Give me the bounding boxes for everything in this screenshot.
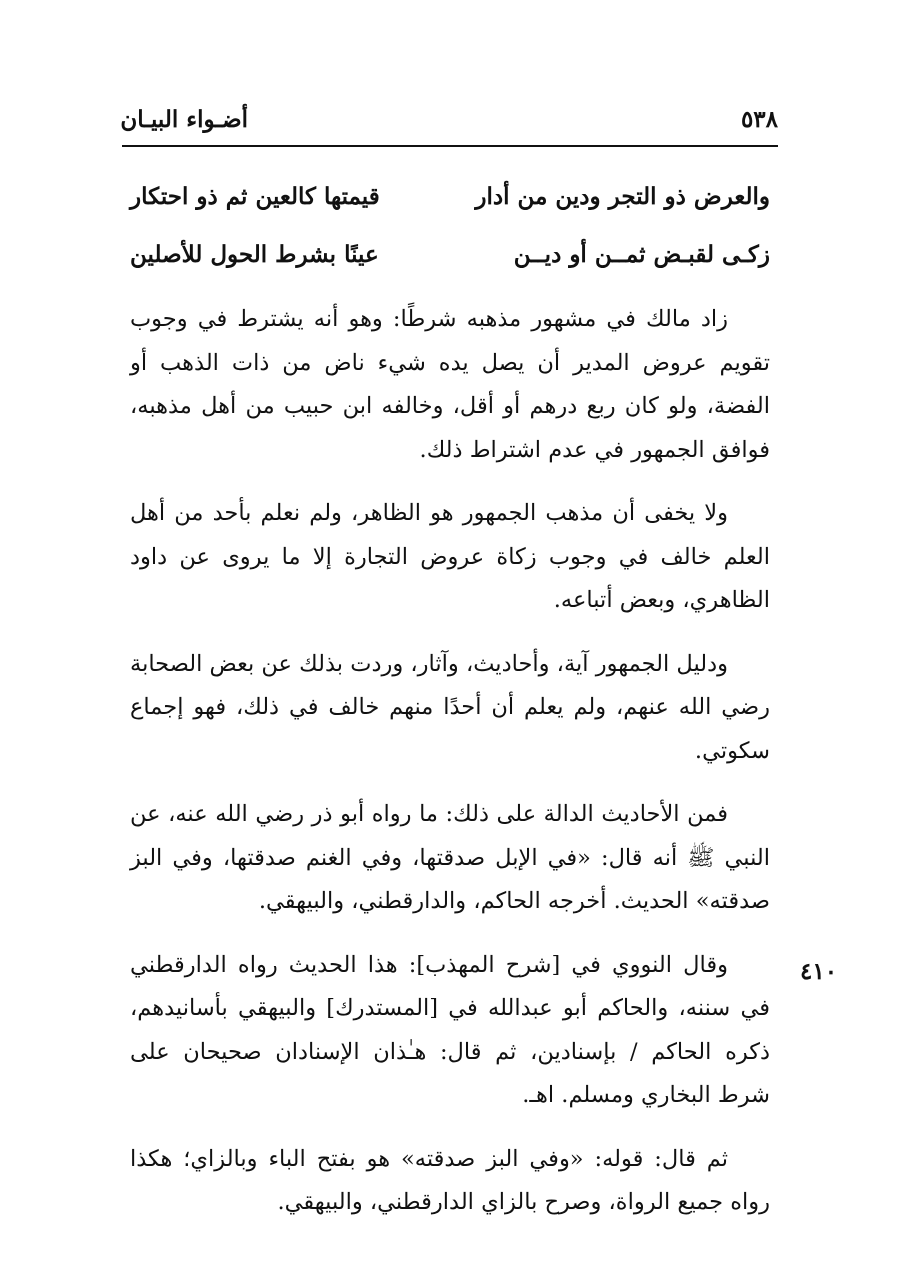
verse-hemistich-first: زكـى لقبـض ثمــن أو ديــن <box>513 241 770 268</box>
page-number: ٥٣٨ <box>740 106 778 133</box>
page-body <box>130 168 770 1225</box>
paragraph: ثم قال: قوله: «وفي البز صدقته» هو بفتح الباء وبالزاي؛ هكذا رواه جميع الرواة، وصرح بالزاي الدارقطني، والبيهقي. <box>130 1145 770 1215</box>
page-header <box>122 98 778 144</box>
paragraph: ولا يخفى أن مذهب الجمهور هو الظاهر، ولم نعلم بأحد من أهل العلم خالف في وجوب زكاة عروض التجارة إلا ما يروى عن داود الظاهري، وبعض أتباعه. <box>130 500 770 613</box>
margin-page-reference: ٤١٠ <box>800 958 838 985</box>
paragraph: وقال النووي في [شرح المهذب]: هذا الحديث رواه الدارقطني في سننه، والحاكم أبو عبدالله في [المستدرك] والبيهقي بأسانيدهم، ذكره الحاكم / بإسنادين، ثم قال: هـٰذان الإسنادان صحيحان على شرط البخاري ومسلم. اهـ. <box>130 951 770 1108</box>
verse-hemistich-second: قيمتها كالعين ثم ذو احتكار <box>130 183 380 210</box>
header-divider <box>122 145 778 147</box>
paragraph: ودليل الجمهور آية، وأحاديث، وآثار، وردت بذلك عن بعض الصحابة رضي الله عنهم، ولم يعلم أن أحدًا منهم خالف في ذلك، فهو إجماع سكوتي. <box>130 650 770 764</box>
verse-hemistich-second: عينًا بشرط الحول للأصلين <box>130 241 379 268</box>
running-title: أضـواء البيـان <box>120 106 248 133</box>
verse-line <box>130 226 770 284</box>
paragraph: زاد مالك في مشهور مذهبه شرطًا: وهو أنه يشترط في وجوب تقويم عروض المدير أن يصل يده شيء ناض من ذات الذهب أو الفضة، ولو كان ربع درهم أو أقل، وخالفه ابن حبيب من أهل مذهبه، فوافق الجمهور في عدم اشتراط ذلك. <box>130 306 770 463</box>
verse-hemistich-first: والعرض ذو التجر ودين من أدار <box>475 183 770 210</box>
paragraph: فمن الأحاديث الدالة على ذلك: ما رواه أبو ذر رضي الله عنه، عن النبي ﷺ أنه قال: «في الإبل صدقتها، وفي الغنم صدقتها، وفي البز صدقته» الحديث. أخرجه الحاكم، والدارقطني، والبيهقي. <box>130 801 770 914</box>
verse-line <box>130 168 770 226</box>
